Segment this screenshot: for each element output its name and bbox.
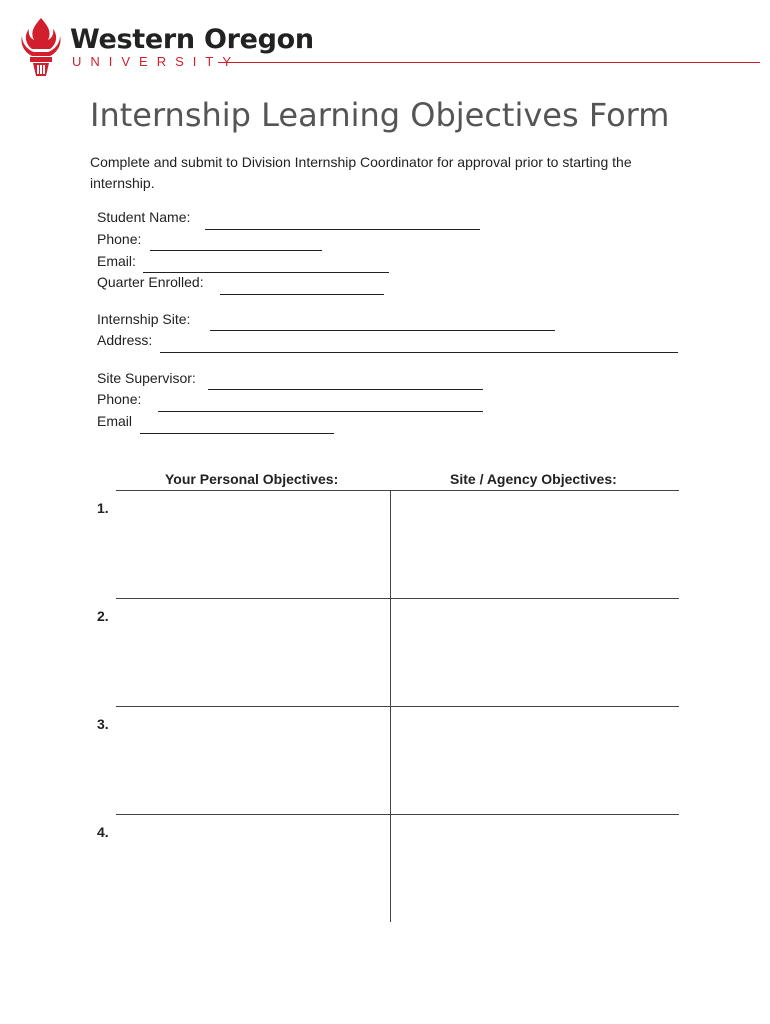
quarter-enrolled-field[interactable] — [220, 294, 384, 295]
header-rule — [218, 62, 760, 63]
internship-site-field[interactable] — [210, 330, 555, 331]
objective-row-number: 4. — [97, 824, 109, 840]
student-name-field[interactable] — [205, 229, 480, 230]
student-name-label: Student Name: — [97, 209, 191, 225]
student-email-field[interactable] — [143, 272, 389, 273]
quarter-enrolled-label: Quarter Enrolled: — [97, 274, 204, 290]
student-phone-field[interactable] — [150, 250, 322, 251]
site-objective-3-cell[interactable] — [392, 708, 678, 813]
site-objective-2-cell[interactable] — [392, 600, 678, 705]
objective-row-number: 1. — [97, 500, 109, 516]
supervisor-email-label: Email — [97, 413, 133, 429]
form-instructions: Complete and submit to Division Internship Coordinator for approval prior to starting the internship. — [90, 154, 632, 191]
site-supervisor-label: Site Supervisor: — [97, 370, 196, 386]
personal-objective-3-cell[interactable] — [117, 708, 389, 813]
form-title: Internship Learning Objectives Form — [90, 96, 670, 134]
site-address-label: Address: — [97, 332, 153, 348]
site-objective-4-cell[interactable] — [392, 816, 678, 921]
objective-row-number: 3. — [97, 716, 109, 732]
personal-objective-2-cell[interactable] — [117, 600, 389, 705]
table-column-divider — [390, 490, 391, 922]
personal-objective-1-cell[interactable] — [117, 492, 389, 597]
table-row-divider — [116, 598, 679, 599]
site-objectives-header: Site / Agency Objectives: — [450, 471, 617, 487]
site-address-field[interactable] — [160, 352, 678, 353]
torch-logo-icon — [16, 16, 66, 78]
site-objective-1-cell[interactable] — [392, 492, 678, 597]
student-phone-label: Phone: — [97, 231, 142, 247]
supervisor-email-field[interactable] — [140, 433, 334, 434]
personal-objectives-header: Your Personal Objectives: — [165, 471, 339, 487]
supervisor-phone-field[interactable] — [158, 411, 483, 412]
brand-subtitle: UNIVERSITY — [72, 54, 241, 69]
table-row-divider — [116, 814, 679, 815]
table-row-divider — [116, 706, 679, 707]
supervisor-phone-label: Phone: — [97, 391, 142, 407]
brand-name: Western Oregon — [70, 24, 314, 55]
internship-site-label: Internship Site: — [97, 311, 191, 327]
table-header-rule — [116, 490, 679, 491]
student-email-label: Email: — [97, 253, 136, 269]
objective-row-number: 2. — [97, 608, 109, 624]
site-supervisor-field[interactable] — [208, 389, 483, 390]
personal-objective-4-cell[interactable] — [117, 816, 389, 921]
